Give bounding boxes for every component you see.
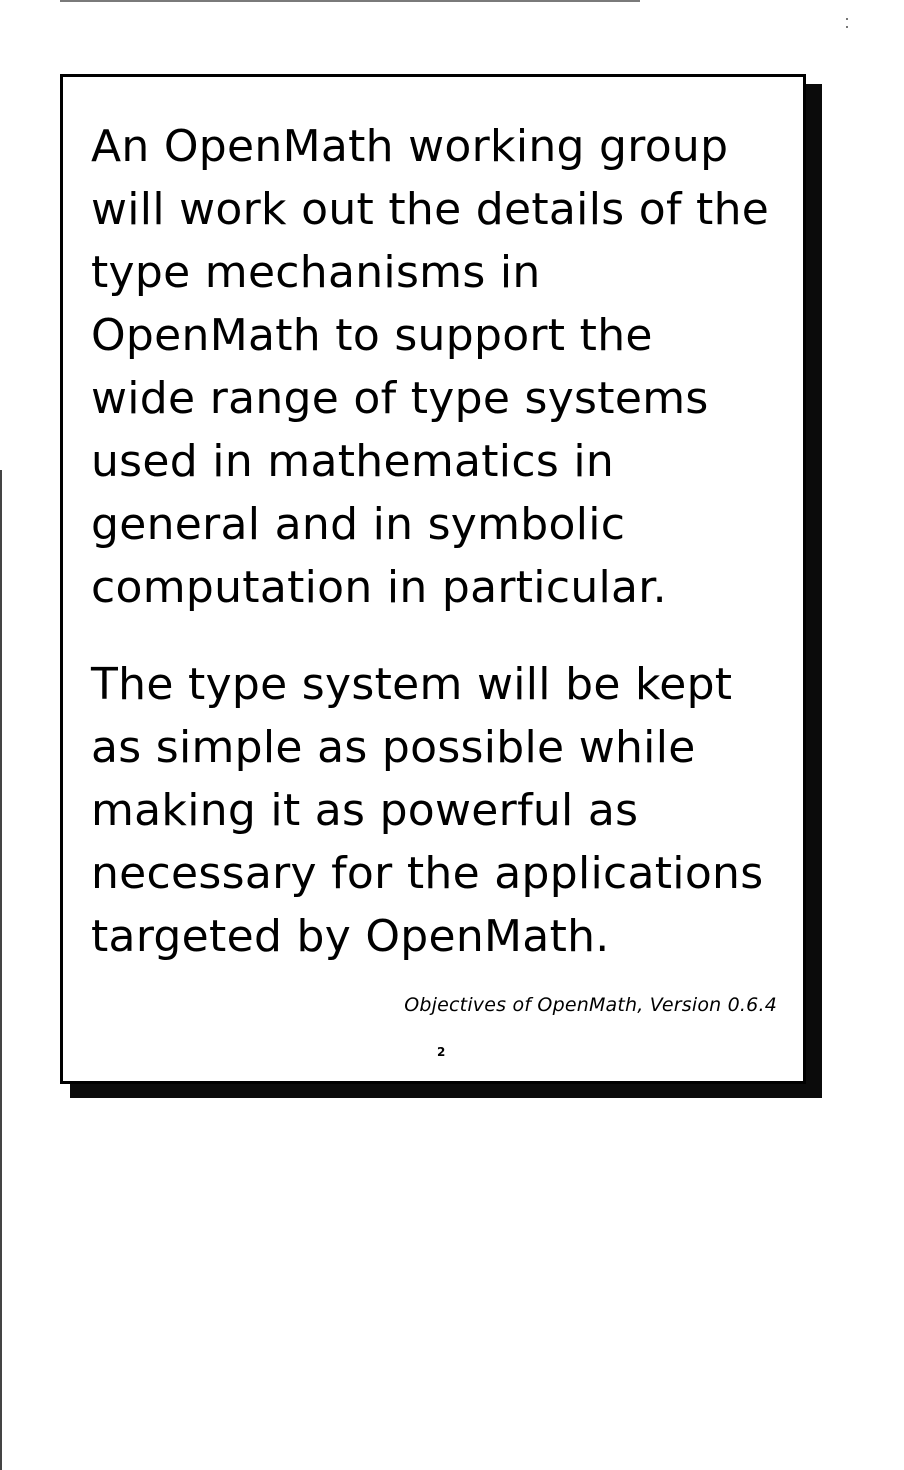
page-number: 2 — [437, 1045, 446, 1059]
scan-speck — [846, 18, 848, 20]
scan-edge-left — [0, 470, 2, 1470]
scan-edge-top — [60, 0, 640, 2]
citation: Objectives of OpenMath, Version 0.6.4 — [404, 994, 777, 1016]
paragraph-type-system: The type system will be kept as simple as possible while making it as powerful as necessary for the applications targeted by OpenMath. — [91, 659, 764, 962]
paragraph-working-group: An OpenMath working group will work out the details of the type mechanisms in OpenMath to support the wide range of type systems used in mathematics in general and in symbolic computation in particular. — [91, 121, 770, 613]
slide-frame — [60, 74, 806, 1084]
scan-speck — [846, 26, 848, 28]
